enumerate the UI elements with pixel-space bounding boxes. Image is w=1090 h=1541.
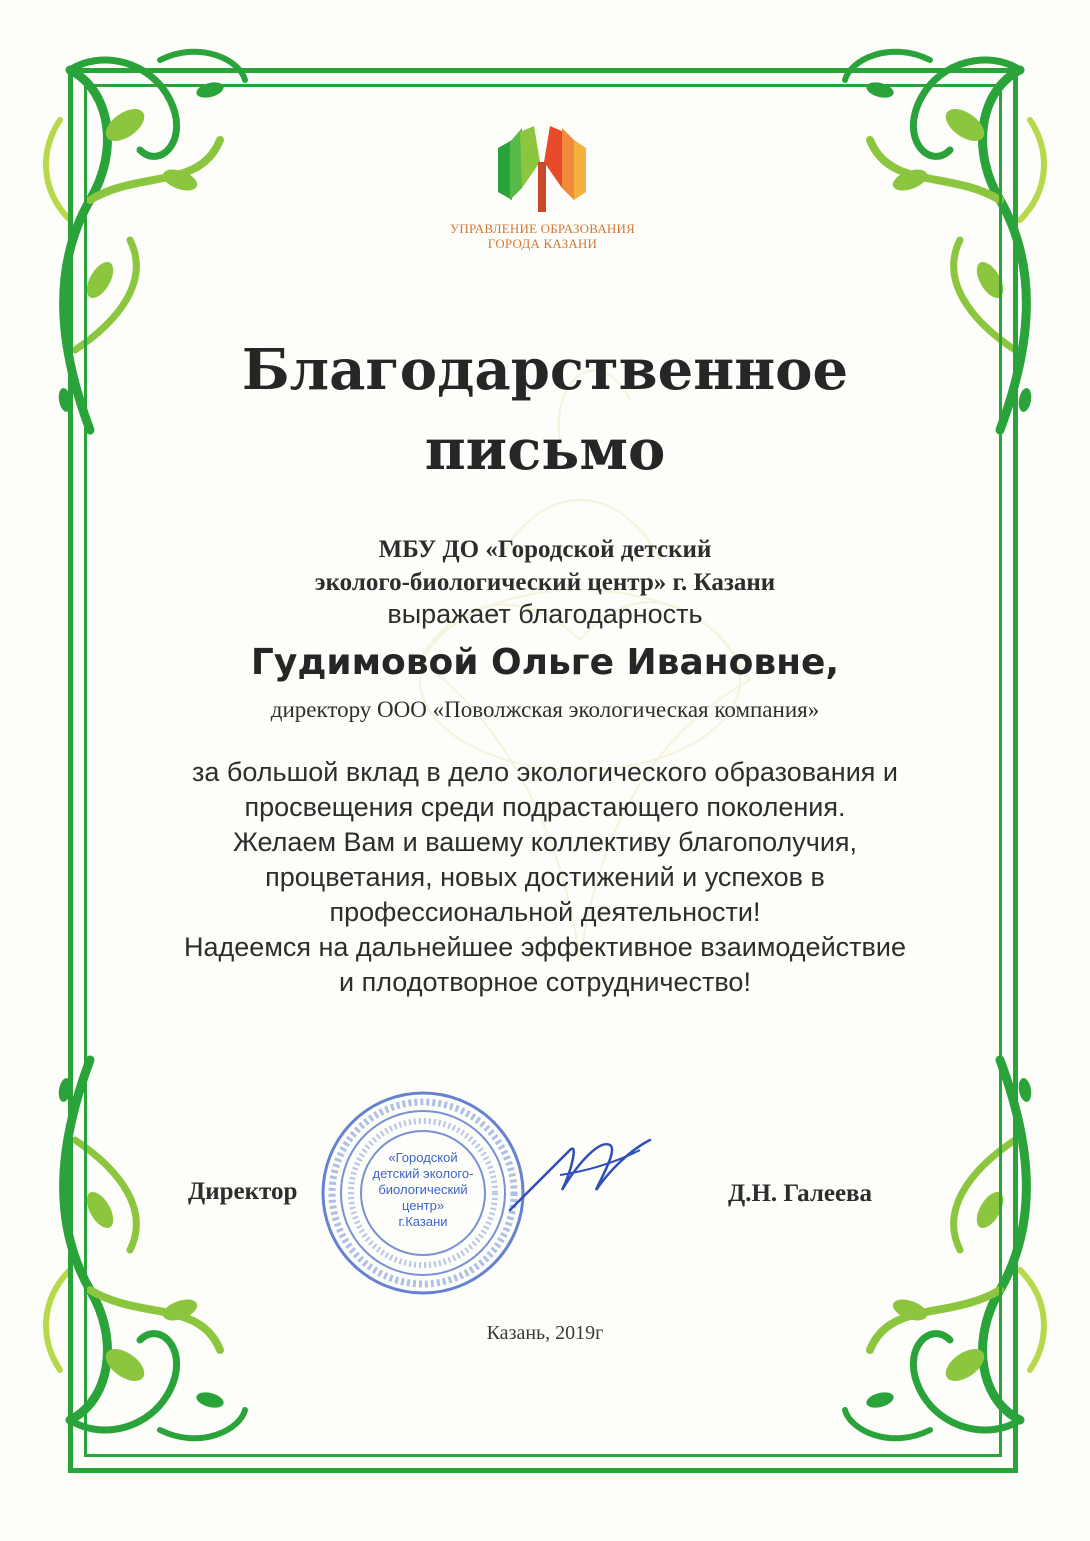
thanks-phrase: выражает благодарность xyxy=(387,599,703,629)
stamp-line: г.Казани xyxy=(398,1214,448,1229)
issuer-organization xyxy=(130,533,960,599)
stamp-center-text xyxy=(318,1150,528,1230)
stamp-line: детский эколого- xyxy=(372,1166,474,1181)
title-line2: письмо xyxy=(424,417,666,483)
issuer-line2: эколого-биологический центр» г. Казани xyxy=(314,569,776,596)
body-line: за большой вклад в дело экологического образования и xyxy=(191,757,898,787)
place-and-date: Казань, 2019г xyxy=(486,1322,604,1344)
body-line: Желаем Вам и вашему коллективу благополучия, xyxy=(232,827,858,857)
body-line: просвещения среди подрастающего поколения. xyxy=(244,792,846,822)
stamp-line: центр» xyxy=(401,1198,445,1213)
handwritten-signature xyxy=(500,1120,660,1220)
body-line: и плодотворное сотрудничество! xyxy=(339,967,751,997)
body-line: Надеемся на дальнейшее эффективное взаимодействие xyxy=(184,932,906,962)
letter-body xyxy=(130,755,960,1000)
logo-caption-line2: ГОРОДА КАЗАНИ xyxy=(487,236,598,251)
recipient-name: Гудимовой Ольге Ивановне, xyxy=(250,642,840,683)
stamp-line: «Городской xyxy=(388,1150,458,1165)
recipient-position: директору ООО «Поволжская экологическая компания» xyxy=(270,697,820,722)
logo-caption xyxy=(380,221,705,251)
signatory-name: Д.Н. Галеева xyxy=(728,1180,873,1207)
title-line1: Благодарственное xyxy=(241,337,849,403)
signatory-title: Директор xyxy=(188,1178,298,1205)
stamp-line: биологический xyxy=(378,1182,468,1197)
education-department-logo-icon xyxy=(492,118,592,218)
body-line: процветания, новых достижений и успехов в xyxy=(265,862,825,892)
document-title xyxy=(120,330,970,490)
logo-caption-line1: УПРАВЛЕНИЕ ОБРАЗОВАНИЯ xyxy=(450,221,635,236)
body-line: профессиональной деятельности! xyxy=(329,897,761,927)
issuer-line1: МБУ ДО «Городской детский xyxy=(378,536,712,563)
